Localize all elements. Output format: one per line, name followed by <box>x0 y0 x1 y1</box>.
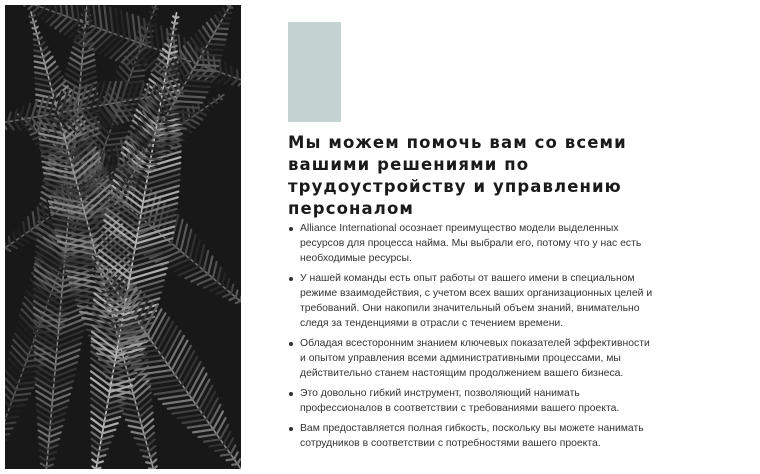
list-item: Alliance International осознает преимущество модели выделенных ресурсов для процесса найма. Мы выбрали его, потому что у нас есть необходимые ресурсы. <box>288 221 658 266</box>
accent-block <box>288 22 341 122</box>
list-item: У нашей команды есть опыт работы от вашего имени в специальном режиме взаимодействия, с учетом всех ваших организационных целей и требований. Они накопили значительный объем знаний, внимательно следя за тенденциями в отрасли с течением времени. <box>288 271 658 331</box>
list-item: Вам предоставляется полная гибкость, поскольку вы можете нанимать сотрудников в соответствии с потребностями вашего проекта. <box>288 421 658 451</box>
fern-image <box>5 5 241 469</box>
list-item: Обладая всесторонним знанием ключевых показателей эффективности и опытом управления всеми административными процессами, мы действительно станем настоящим продолжением вашего бизнеса. <box>288 336 658 381</box>
fern-leaves-photo-icon <box>5 5 241 469</box>
benefits-list <box>288 221 658 456</box>
list-item: Это довольно гибкий инструмент, позволяющий нанимать профессионалов в соответствии с требованиями вашего проекта. <box>288 386 658 416</box>
section-heading: Мы можем помочь вам со всеми вашими решениями по трудоустройству и управлению персоналом <box>288 133 627 218</box>
